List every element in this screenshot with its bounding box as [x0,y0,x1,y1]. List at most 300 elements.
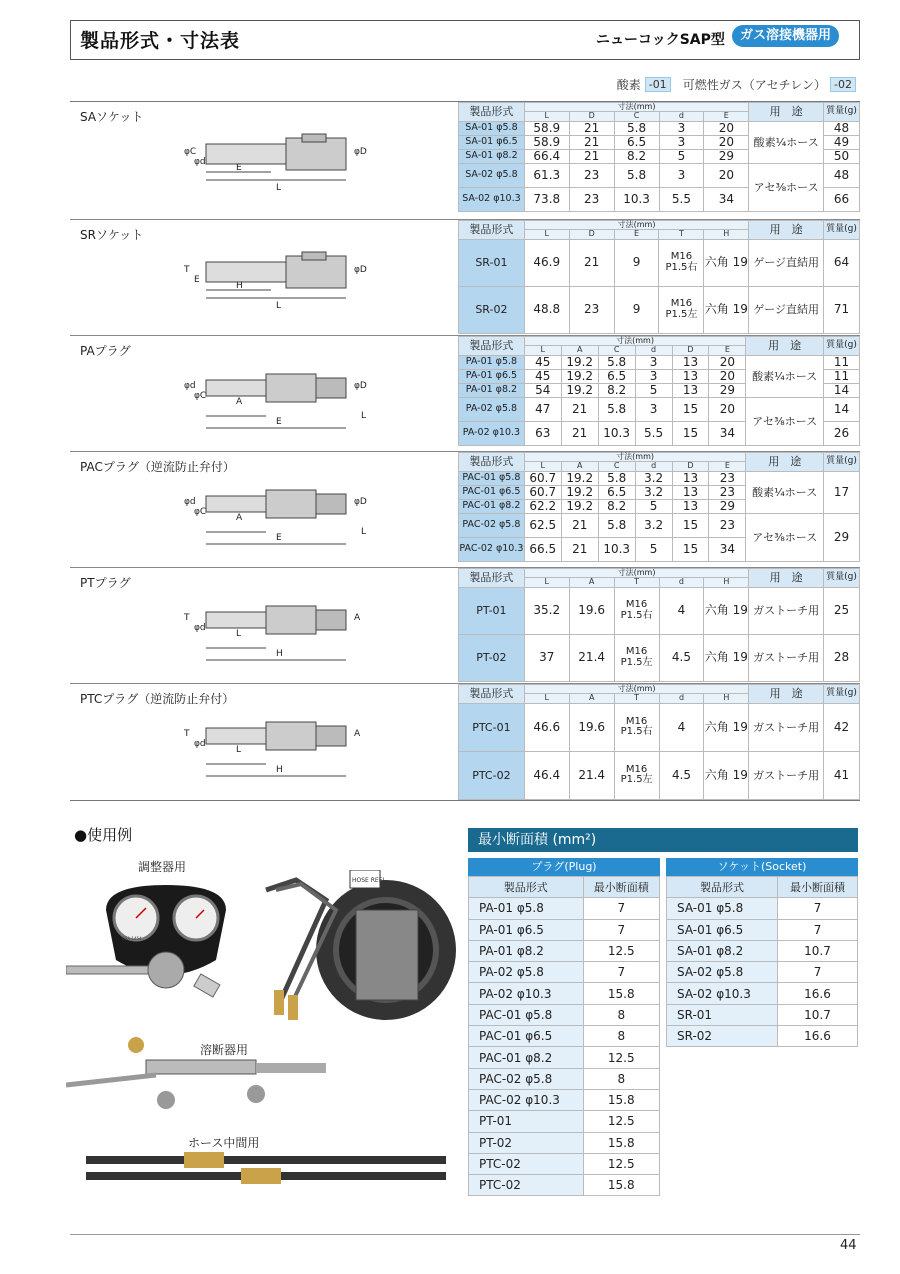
cell: 19.6 [569,703,614,751]
cell: 29 [709,499,746,513]
spec-table [458,102,860,212]
dim-col-header: E [709,346,746,355]
dim-col-header: D [569,112,614,121]
fitting-drawing [76,124,446,214]
mass-cell: 25 [824,587,860,634]
use-cell: ゲージ直結用 [749,286,824,333]
cell: 66.4 [524,149,569,163]
mass-cell: 48 [824,163,860,187]
cell: PTC-02 [459,751,525,799]
use-header: 用 途 [749,685,824,704]
cell: 21 [561,513,598,537]
spec-section [70,684,860,802]
dim-col-header: H [704,578,749,587]
cell: 21 [561,421,598,445]
col-model-header: 製品形式 [667,877,778,898]
cell: 20 [704,163,749,187]
dim-col-header: d [659,112,704,121]
cell: PAC-01 φ5.8 [459,471,525,485]
mass-cell: 71 [824,286,860,333]
cell: SA-01 φ5.8 [459,121,525,135]
area-cell: 7 [778,898,858,919]
model-cell: SA-01 φ5.8 [667,898,778,919]
cell: 62.5 [524,513,561,537]
min-area-title: 最小断面積 (mm²) [468,828,858,852]
dim-col-header: d [659,578,704,587]
cell: 5.8 [598,397,635,421]
cell: PAC-02 φ10.3 [459,537,525,561]
model-cell: SA-01 φ8.2 [667,940,778,961]
cell: 3 [659,135,704,149]
dim-col-header: D [672,462,709,471]
model-cell: PAC-01 φ8.2 [469,1047,584,1068]
drawing-label: L [361,411,367,421]
cell: 60.7 [524,471,561,485]
drawing-label: φd [184,381,196,391]
use-cell: ガストーチ用 [749,634,824,681]
table-row [459,163,860,187]
page-title: 製品形式・寸法表 [80,30,241,52]
mass-cell: 41 [824,751,860,799]
spec-section [70,220,860,336]
drawing-label: H [276,649,283,659]
cell: 5.8 [598,355,635,369]
reel-label: HOSE REEL [352,877,386,884]
spec-table-area [70,101,860,801]
cell: 15 [672,513,709,537]
cell: 3 [659,163,704,187]
col-model-header: 製品形式 [469,877,584,898]
cell: 5 [635,537,672,561]
mass-cell: 17 [824,471,860,513]
model-cell: PT-01 [469,1111,584,1132]
dim-col-header: E [704,112,749,121]
cell: 六角 19 [704,634,749,681]
cell: 13 [672,499,709,513]
mass-header: 質量(g) [824,453,860,472]
area-cell: 15.8 [583,1132,659,1153]
usage-hose-label: ホース中間用 [188,1136,260,1150]
cell: 19.6 [569,587,614,634]
cell: SR-01 [459,239,525,286]
table-row [667,983,858,1004]
dim-header: 寸法(mm) [524,685,748,694]
section-title: PTCプラグ（逆流防止弁付） [80,692,235,706]
dim-col-header: d [635,346,672,355]
cell: 23 [569,163,614,187]
cell: 19.2 [561,369,598,383]
cell: 46.6 [524,703,569,751]
cell: M16 P1.5左 [614,634,659,681]
cell: 六角 19 [704,587,749,634]
socket-area-block [666,858,858,1047]
spec-table [458,452,860,562]
cell: 19.2 [561,471,598,485]
use-cell: ガストーチ用 [749,751,824,799]
model-cell: SR-02 [667,1026,778,1047]
cell: 19.2 [561,485,598,499]
spec-section [70,336,860,452]
dim-col-header: A [561,462,598,471]
table-row [469,962,660,983]
spec-table [458,568,860,682]
mass-cell: 50 [824,149,860,163]
table-row [667,898,858,919]
cell: 4 [659,703,704,751]
drawing-label: φd [194,739,206,749]
mass-cell: 14 [824,383,860,397]
table-row [459,513,860,537]
drawing-label: φC [194,391,207,401]
table-row [667,962,858,983]
use-cell: ガストーチ用 [749,587,824,634]
cell: M16 P1.5左 [659,286,704,333]
model-cell: PA-02 φ5.8 [469,962,584,983]
use-header: 用 途 [746,453,824,472]
area-cell: 16.6 [778,1026,858,1047]
cell: 73.8 [524,187,569,211]
area-cell: 7 [778,919,858,940]
table-row [469,940,660,961]
cell: 58.9 [524,135,569,149]
model-header: 製品形式 [459,337,525,356]
cell: 15 [672,537,709,561]
use-header: 用 途 [749,221,824,240]
mass-cell: 49 [824,135,860,149]
cell: PTC-01 [459,703,525,751]
cell: 47 [524,397,561,421]
dim-col-header: A [569,694,614,703]
mass-cell: 64 [824,239,860,286]
cell: 35.2 [524,587,569,634]
dim-col-header: L [524,462,561,471]
use-header: 用 途 [746,337,824,356]
spec-section [70,568,860,684]
area-cell: 15.8 [583,983,659,1004]
drawing-label: φd [194,623,206,633]
use-cell: アセ³⁄₈ホース [746,397,824,445]
mass-header: 質量(g) [824,337,860,356]
dim-header: 寸法(mm) [524,337,745,346]
area-cell: 10.7 [778,940,858,961]
dim-col-header: E [709,462,746,471]
table-row [459,703,860,751]
fitting-drawing [76,242,446,332]
model-header: 製品形式 [459,221,525,240]
model-cell: PAC-01 φ6.5 [469,1026,584,1047]
area-cell: 8 [583,1004,659,1025]
cell: 20 [709,369,746,383]
cell: 21.4 [569,751,614,799]
cell: M16 P1.5右 [659,239,704,286]
category-badge: ガス溶接機器用 [732,25,839,47]
cell: 34 [709,537,746,561]
cell: 20 [704,121,749,135]
mass-cell: 11 [824,355,860,369]
cell: 4.5 [659,634,704,681]
dim-col-header: L [524,578,569,587]
drawing-label: E [276,533,282,543]
dim-col-header: D [672,346,709,355]
table-row [469,1089,660,1110]
drawing-label: A [236,513,243,523]
spec-section [70,452,860,568]
col-area-header: 最小断面積 [778,877,858,898]
fitting-drawing [76,590,446,680]
table-row [469,1047,660,1068]
oxygen-code: -01 [645,77,671,92]
cell: PA-01 φ8.2 [459,383,525,397]
cell: 19.2 [561,499,598,513]
usage-illustrations [66,870,466,1200]
hose-reel-illustration [266,870,456,1020]
table-row [469,983,660,1004]
cell: 8.2 [614,149,659,163]
section-title: PAプラグ [80,344,131,358]
drawing-label: E [236,163,242,173]
dim-col-header: L [524,346,561,355]
cell: 4.5 [659,751,704,799]
cell: 6.5 [598,369,635,383]
cell: SA-01 φ6.5 [459,135,525,149]
mass-cell: 29 [824,513,860,561]
cell: 21 [569,121,614,135]
cell: 5 [635,499,672,513]
area-cell: 8 [583,1068,659,1089]
cell: 21 [569,135,614,149]
drawing-label: φd [184,497,196,507]
table-row [459,286,860,333]
spec-table [458,684,860,800]
table-row [469,919,660,940]
fuel-code: -02 [830,77,856,92]
mass-cell: 42 [824,703,860,751]
model-cell: SA-02 φ5.8 [667,962,778,983]
cell: 66.5 [524,537,561,561]
dim-col-header: D [569,230,614,239]
spec-section [70,102,860,220]
cell: 5.8 [598,471,635,485]
cell: M16 P1.5左 [614,751,659,799]
cell: SA-02 φ5.8 [459,163,525,187]
fitting-drawing [76,358,446,448]
use-cell: アセ³⁄₈ホース [749,163,824,211]
use-header: 用 途 [749,103,824,122]
model-cell: PAC-01 φ5.8 [469,1004,584,1025]
dim-col-header: T [659,230,704,239]
cell: 23 [569,286,614,333]
cell: 46.9 [524,239,569,286]
cell: PAC-01 φ8.2 [459,499,525,513]
cell: 19.2 [561,383,598,397]
model-cell: SA-02 φ10.3 [667,983,778,1004]
cell: 5 [659,149,704,163]
cell: 29 [704,149,749,163]
gas-legend [617,76,856,93]
cell: 63 [524,421,561,445]
gauge-text: CSA 1454 [122,936,142,941]
cell: PAC-02 φ5.8 [459,513,525,537]
dim-col-header: L [524,112,569,121]
drawing-label: E [194,275,200,285]
model-cell: PAC-02 φ5.8 [469,1068,584,1089]
model-cell: PTC-02 [469,1175,584,1196]
cell: 34 [704,187,749,211]
cell: SA-02 φ10.3 [459,187,525,211]
cell: 六角 19 [704,286,749,333]
drawing-label: φD [354,381,367,391]
area-cell: 12.5 [583,1111,659,1132]
cell: 13 [672,471,709,485]
mass-header: 質量(g) [824,103,860,122]
cell: 23 [709,471,746,485]
dim-col-header: C [614,112,659,121]
area-cell: 16.6 [778,983,858,1004]
table-row [469,1026,660,1047]
cell: M16 P1.5右 [614,703,659,751]
spec-table [458,220,860,334]
use-cell: 酸素¹⁄₄ホース [746,471,824,513]
plug-area-block [468,858,660,1196]
section-title: PACプラグ（逆流防止弁付） [80,460,235,474]
mass-cell: 14 [824,397,860,421]
mass-cell: 66 [824,187,860,211]
dim-col-header: L [524,230,569,239]
cell: 六角 19 [704,751,749,799]
usage-title: ●使用例 [74,826,133,844]
cell: 34 [709,421,746,445]
cell: 54 [524,383,561,397]
model-cell: PT-02 [469,1132,584,1153]
dim-col-header: C [598,462,635,471]
use-cell: アセ³⁄₈ホース [746,513,824,561]
cell: 21 [561,537,598,561]
cell: 10.3 [598,537,635,561]
area-cell: 7 [778,962,858,983]
table-row [469,1111,660,1132]
spec-table [458,336,860,446]
use-header: 用 途 [749,569,824,588]
table-row [469,1068,660,1089]
model-cell: PA-01 φ6.5 [469,919,584,940]
area-cell: 7 [583,898,659,919]
drawing-label: T [184,613,190,623]
cell: 37 [524,634,569,681]
socket-area-table [666,876,858,1047]
use-cell: 酸素¹⁄₄ホース [746,355,824,397]
table-row [667,1004,858,1025]
model-cell: PA-02 φ10.3 [469,983,584,1004]
cell: 60.7 [524,485,561,499]
cell: 6.5 [614,135,659,149]
drawing-label: φC [184,147,197,157]
cell: 5 [635,383,672,397]
series-name: ニューコックSAP型 [596,32,725,48]
cell: 20 [704,135,749,149]
dim-header: 寸法(mm) [524,221,748,230]
dim-col-header: A [561,346,598,355]
cell: PA-01 φ6.5 [459,369,525,383]
table-row [459,587,860,634]
cell: M16 P1.5右 [614,587,659,634]
usage-regulator-label: 調整器用 [138,860,187,874]
use-cell: 酸素¹⁄₄ホース [749,121,824,163]
table-row [459,355,860,369]
cell: 13 [672,485,709,499]
cell: SA-01 φ8.2 [459,149,525,163]
cell: 21 [561,397,598,421]
dim-header: 寸法(mm) [524,569,749,578]
area-cell: 12.5 [583,940,659,961]
drawing-label: φd [194,157,206,167]
area-cell: 7 [583,919,659,940]
cell: 3.2 [635,485,672,499]
model-cell: SA-01 φ6.5 [667,919,778,940]
cell: 15 [672,421,709,445]
cell: 3 [635,369,672,383]
cell: PA-02 φ5.8 [459,397,525,421]
fitting-drawing [76,706,446,796]
page-number: 44 [840,1238,857,1253]
dim-col-header: A [569,578,614,587]
fitting-drawing [76,474,446,564]
mass-cell: 28 [824,634,860,681]
cell: 13 [672,369,709,383]
cell: 5.5 [635,421,672,445]
model-header: 製品形式 [459,685,525,704]
cell: 5.8 [614,163,659,187]
drawing-label: T [184,729,190,739]
table-row [459,471,860,485]
usage-cutter-label: 溶断器用 [200,1043,249,1057]
col-area-header: 最小断面積 [583,877,659,898]
table-row [469,1153,660,1174]
section-title: PTプラグ [80,576,131,590]
mass-cell: 26 [824,421,860,445]
use-cell: ゲージ直結用 [749,239,824,286]
cell: SR-02 [459,286,525,333]
table-row [667,1026,858,1047]
use-cell: ガストーチ用 [749,703,824,751]
cell: 13 [672,383,709,397]
dim-col-header: T [614,578,659,587]
cell: 15 [672,397,709,421]
plug-area-table [468,876,660,1196]
cell: 21 [569,149,614,163]
cell: 62.2 [524,499,561,513]
drawing-label: E [276,417,282,427]
cell: 6.5 [598,485,635,499]
drawing-label: φC [194,507,207,517]
dim-header: 寸法(mm) [524,103,748,112]
cell: 23 [709,485,746,499]
drawing-label: φD [354,265,367,275]
dim-col-header: L [524,694,569,703]
drawing-label: φD [354,497,367,507]
cell: 20 [709,397,746,421]
cell: 61.3 [524,163,569,187]
model-cell: SR-01 [667,1004,778,1025]
model-cell: PTC-02 [469,1153,584,1174]
cell: 六角 19 [704,703,749,751]
model-header: 製品形式 [459,453,525,472]
fuel-label: 可燃性ガス（アセチレン） [682,78,827,92]
drawing-label: H [236,281,243,291]
cell: 46.4 [524,751,569,799]
drawing-label: L [236,629,242,639]
area-cell: 8 [583,1026,659,1047]
cell: PT-01 [459,587,525,634]
